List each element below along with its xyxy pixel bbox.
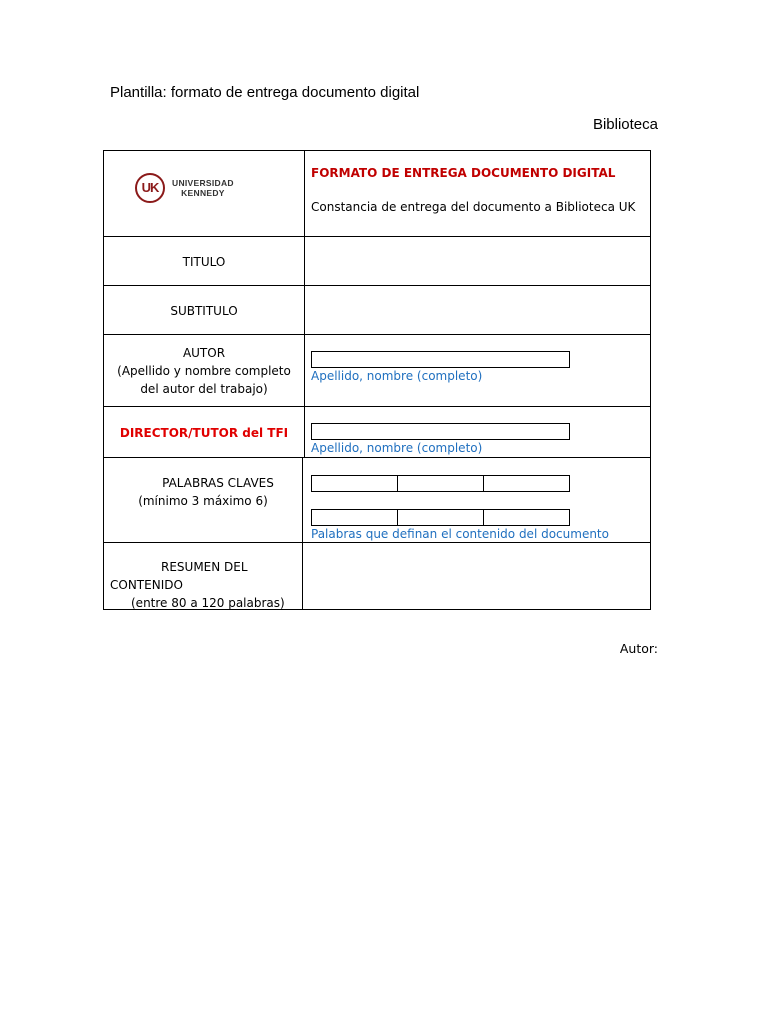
form-heading: FORMATO DE ENTREGA DOCUMENTO DIGITAL xyxy=(311,166,616,180)
resumen-label: RESUMEN DEL CONTENIDO (entre 80 a 120 palabras) xyxy=(103,543,303,609)
uk-logo-icon: UK xyxy=(135,173,165,203)
director-row xyxy=(103,406,651,458)
form-subheading: Constancia de entrega del documento a Biblioteca UK xyxy=(311,200,636,214)
logo-line-2: KENNEDY xyxy=(181,188,225,198)
autor-input[interactable] xyxy=(311,351,570,368)
autor-label: AUTOR (Apellido y nombre completo del autor del trabajo) xyxy=(103,335,305,407)
palabras-label: PALABRAS CLAVES (mínimo 3 máximo 6) xyxy=(103,458,303,543)
autor-hint: Apellido, nombre (completo) xyxy=(311,369,483,383)
palabras-hint: Palabras que definan el contenido del documento xyxy=(311,527,609,541)
university-logo xyxy=(135,173,234,203)
titulo-input-cell[interactable] xyxy=(304,237,651,286)
autor-signature-label: Autor: xyxy=(619,641,658,656)
resumen-row xyxy=(103,542,651,610)
resumen-input-cell[interactable] xyxy=(304,543,651,609)
keyword-input-3[interactable] xyxy=(483,475,570,492)
delivery-form-table xyxy=(103,150,651,610)
director-label: DIRECTOR/TUTOR del TFI xyxy=(103,407,305,458)
form-header-row xyxy=(103,150,651,237)
keyword-input-4[interactable] xyxy=(311,509,398,526)
keyword-input-2[interactable] xyxy=(397,475,484,492)
titulo-label: TITULO xyxy=(103,237,305,286)
department-label: Biblioteca xyxy=(592,116,658,133)
logo-cell xyxy=(103,151,305,237)
keyword-input-6[interactable] xyxy=(483,509,570,526)
subtitulo-row xyxy=(103,285,651,335)
director-input[interactable] xyxy=(311,423,570,440)
palabras-row xyxy=(103,457,651,543)
director-hint: Apellido, nombre (completo) xyxy=(311,441,483,455)
subtitulo-input-cell[interactable] xyxy=(304,286,651,335)
titulo-row xyxy=(103,236,651,286)
keyword-input-5[interactable] xyxy=(397,509,484,526)
autor-row xyxy=(103,334,651,407)
subtitulo-label: SUBTITULO xyxy=(103,286,305,335)
form-heading-cell xyxy=(304,151,651,237)
document-title: Plantilla: formato de entrega documento digital xyxy=(110,84,420,101)
keyword-input-1[interactable] xyxy=(311,475,398,492)
logo-line-1: UNIVERSIDAD xyxy=(172,178,234,188)
